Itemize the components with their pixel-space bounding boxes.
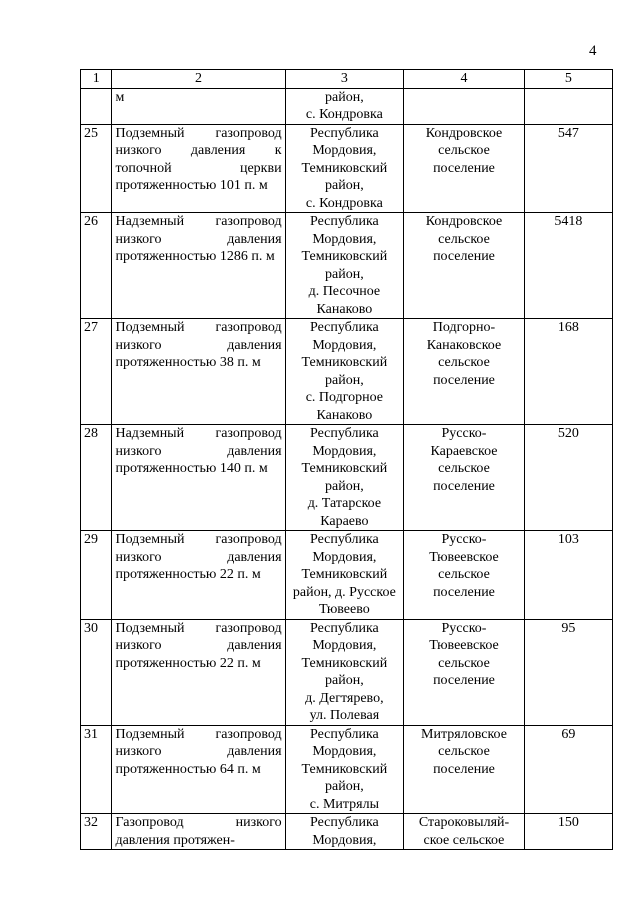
object-location: Республика Мордовия, bbox=[285, 814, 404, 850]
amount: 150 bbox=[524, 814, 612, 850]
amount: 168 bbox=[524, 319, 612, 425]
row-number: 32 bbox=[81, 814, 112, 850]
object-location: Республика Мордовия, Темниковский район, д. Песочное Канаково bbox=[285, 213, 404, 319]
object-location: Республика Мордовия, Темниковский район, с. Подгорное Канаково bbox=[285, 319, 404, 425]
table-body bbox=[81, 88, 613, 850]
settlement: Русско- Тювеевское сельское поселение bbox=[404, 531, 525, 620]
object-description: Подземный газопровод низкого давления протяженностью 22 п. м bbox=[112, 619, 285, 725]
table-row bbox=[81, 814, 613, 850]
amount: 95 bbox=[524, 619, 612, 725]
object-description: Подземный газопровод низкого давления протяженностью 22 п. м bbox=[112, 531, 285, 620]
settlement: Кондровское сельское поселение bbox=[404, 213, 525, 319]
row-number: 28 bbox=[81, 425, 112, 531]
object-description: Газопровод низкого давления протяжен- bbox=[112, 814, 285, 850]
object-description: Подземный газопровод низкого давления к топочной церкви протяженностью 101 п. м bbox=[112, 124, 285, 213]
settlement: Староковыляй- ское сельское bbox=[404, 814, 525, 850]
row-number: 25 bbox=[81, 124, 112, 213]
table-row bbox=[81, 425, 613, 531]
header-col-2: 2 bbox=[112, 70, 285, 89]
row-number: 26 bbox=[81, 213, 112, 319]
header-col-5: 5 bbox=[524, 70, 612, 89]
row-number: 29 bbox=[81, 531, 112, 620]
row-number bbox=[81, 88, 112, 124]
object-location: Республика Мордовия, Темниковский район, д. Дегтярево, ул. Полевая bbox=[285, 619, 404, 725]
header-row bbox=[81, 70, 613, 89]
header-col-4: 4 bbox=[404, 70, 525, 89]
table-row bbox=[81, 213, 613, 319]
object-description: м bbox=[112, 88, 285, 124]
amount: 5418 bbox=[524, 213, 612, 319]
amount bbox=[524, 88, 612, 124]
table-row bbox=[81, 619, 613, 725]
amount: 547 bbox=[524, 124, 612, 213]
row-number: 31 bbox=[81, 725, 112, 814]
object-description: Подземный газопровод низкого давления протяженностью 38 п. м bbox=[112, 319, 285, 425]
object-description: Подземный газопровод низкого давления протяженностью 64 п. м bbox=[112, 725, 285, 814]
page-number: 4 bbox=[589, 43, 597, 59]
object-location: Республика Мордовия, Темниковский район, д. Русское Тювеево bbox=[285, 531, 404, 620]
settlement: Русско- Караевское сельское поселение bbox=[404, 425, 525, 531]
table-header bbox=[81, 70, 613, 89]
header-col-3: 3 bbox=[285, 70, 404, 89]
table-row bbox=[81, 725, 613, 814]
settlement bbox=[404, 88, 525, 124]
object-location: Республика Мордовия, Темниковский район, с. Митрялы bbox=[285, 725, 404, 814]
object-description: Надземный газопровод низкого давления протяженностью 1286 п. м bbox=[112, 213, 285, 319]
table-row bbox=[81, 124, 613, 213]
row-number: 27 bbox=[81, 319, 112, 425]
settlement: Подгорно- Канаковское сельское поселение bbox=[404, 319, 525, 425]
object-location: Республика Мордовия, Темниковский район, д. Татарское Караево bbox=[285, 425, 404, 531]
table-row bbox=[81, 531, 613, 620]
amount: 69 bbox=[524, 725, 612, 814]
row-number: 30 bbox=[81, 619, 112, 725]
property-table bbox=[80, 69, 613, 850]
settlement: Русско- Тювеевское сельское поселение bbox=[404, 619, 525, 725]
object-description: Надземный газопровод низкого давления протяженностью 140 п. м bbox=[112, 425, 285, 531]
table-row bbox=[81, 88, 613, 124]
settlement: Митряловское сельское поселение bbox=[404, 725, 525, 814]
settlement: Кондровское сельское поселение bbox=[404, 124, 525, 213]
table-row bbox=[81, 319, 613, 425]
header-col-1: 1 bbox=[81, 70, 112, 89]
object-location: район, с. Кондровка bbox=[285, 88, 404, 124]
amount: 520 bbox=[524, 425, 612, 531]
object-location: Республика Мордовия, Темниковский район, с. Кондровка bbox=[285, 124, 404, 213]
amount: 103 bbox=[524, 531, 612, 620]
